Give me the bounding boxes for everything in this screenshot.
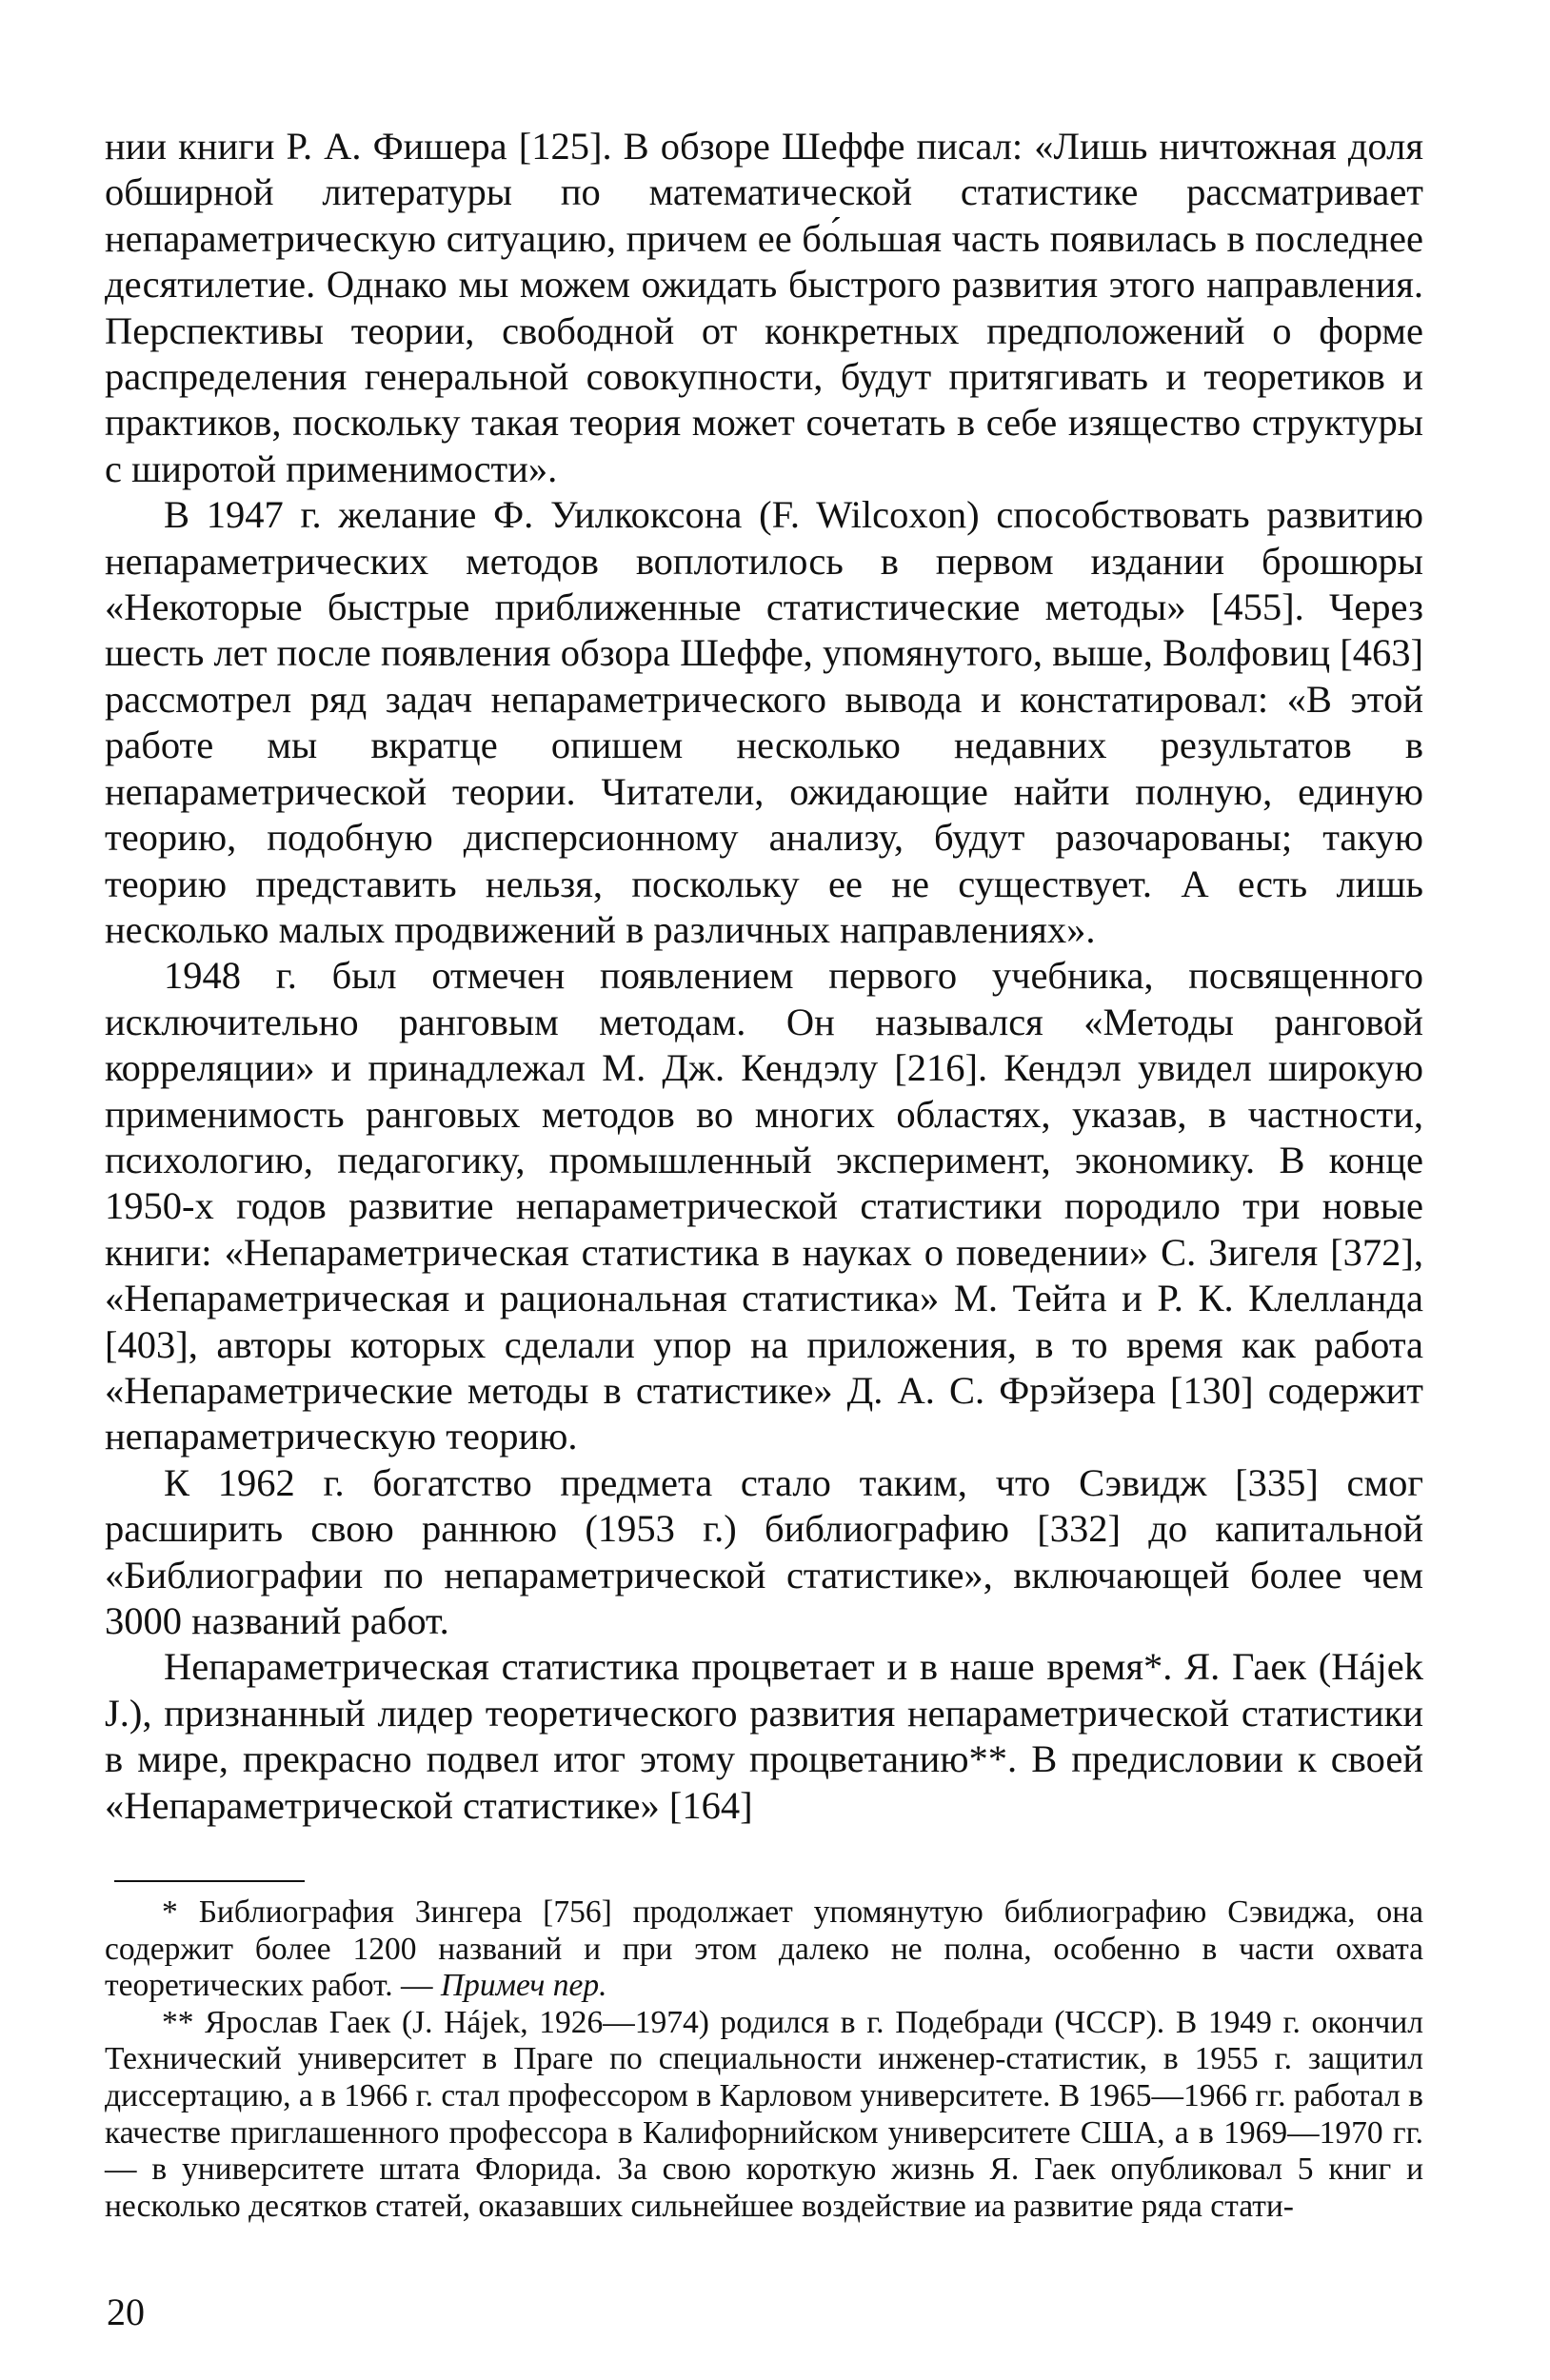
- paragraph-3: 1948 г. был отмечен появлением первого учебника, посвященного исключительно ранговым методам. Он назывался «Методы ранговой корреляции» и принадлежал М. Дж. Кендэлу [216]. Кендэл увидел широкую применимость ранговых методов во многих областях, указав, в частности, психологию, педагогику, промышленный эксперимент, экономику. В конце 1950-х годов развитие непараметрической статистики породило три новые книги: «Непараметрическая статистика в науках о поведении» С. Зигеля [372], «Непараметрическая и рациональная статистика» М. Тейта и Р. К. Клелланда [403], авторы которых сделали упор на приложения, в то время как работа «Непараметрические методы в статистике» Д. А. С. Фрэйзера [130] содержит непараметрическую теорию.: [105, 954, 1423, 1458]
- footnote-1-note: Примеч пер.: [440, 1968, 607, 2004]
- paragraph-4: К 1962 г. богатство предмета стало таким, что Сэвидж [335] смог расширить свою раннюю (1953 г.) библиографию [332] до капитальной «Библиографии по непараметрической статистике», включающей более чем 3000 названий работ.: [105, 1460, 1423, 1642]
- footnotes: [105, 1894, 1423, 2225]
- footnote-1: [105, 1894, 1423, 2005]
- footnote-1-text: * Библиография Зингера [756] продолжает упомянутую библиографию Сэвиджа, она содержит более 1200 названий и при этом далеко не полна, особенно в части охвата теоретических работ. —: [105, 1894, 1423, 2004]
- paragraph-1: нии книги Р. А. Фишера [125]. В обзоре Шеффе писал: «Лишь ничтожная доля обширной литературы по математической статистике рассматривает непараметрическую ситуацию, причем ее бо́льшая часть появилась в последнее десятилетие. Однако мы можем ожидать быстрого развития этого направления. Перспективы теории, свободной от конкретных предположений о форме распределения генеральной совокупности, будут притягивать и теоретиков и практиков, поскольку такая теория может сочетать в себе изящество структуры с широтой применимости».: [105, 125, 1423, 490]
- footnote-2-text: ** Ярослав Гаек (J. Hájek, 1926—1974) родился в г. Подебради (ЧССР). В 1949 г. окончил Технический университет в Праге по специальности инженер-статистик, в 1955 г. защитил диссертацию, а в 1966 г. стал профессором в Карловом университете. В 1965—1966 гг. работал в качестве приглашенного профессора в Калифорнийском университете США, а в 1969—1970 гг. — в университете штата Флорида. За свою короткую жизнь Я. Гаек опубликовал 5 книг и несколько десятков статей, оказавших сильнейшее воздействие иа развитие ряда стати-: [105, 2004, 1423, 2224]
- paragraph-2: В 1947 г. желание Ф. Уилкоксона (F. Wilcoxon) способствовать развитию непараметрических методов воплотилось в первом издании брошюры «Некоторые быстрые приближенные статистические методы» [455]. Через шесть лет после появления обзора Шеффе, упомянутого, выше, Волфовиц [463] рассмотрел ряд задач непараметрического вывода и констатировал: «В этой работе мы вкратце опишем несколько недавних результатов в непараметрической теории. Читатели, ожидающие найти полную, единую теорию, подобную дисперсионному анализу, будут разочарованы; такую теорию представить нельзя, поскольку ее не существует. А есть лишь несколько малых продвижений в различных направлениях».: [105, 493, 1423, 951]
- footnote-separator: [114, 1880, 305, 1882]
- paragraph-5: Непараметрическая статистика процветает и в наше время*. Я. Гаек (Hájek J.), признанный лидер теоретического развития непараметрической статистики в мире, прекрасно подвел итог этому процветанию**. В предисловии к своей «Непараметрической статистике» [164]: [105, 1645, 1423, 1827]
- footnote-2: [105, 2005, 1423, 2226]
- main-text: [105, 124, 1423, 1829]
- page-number: 20: [107, 2291, 145, 2333]
